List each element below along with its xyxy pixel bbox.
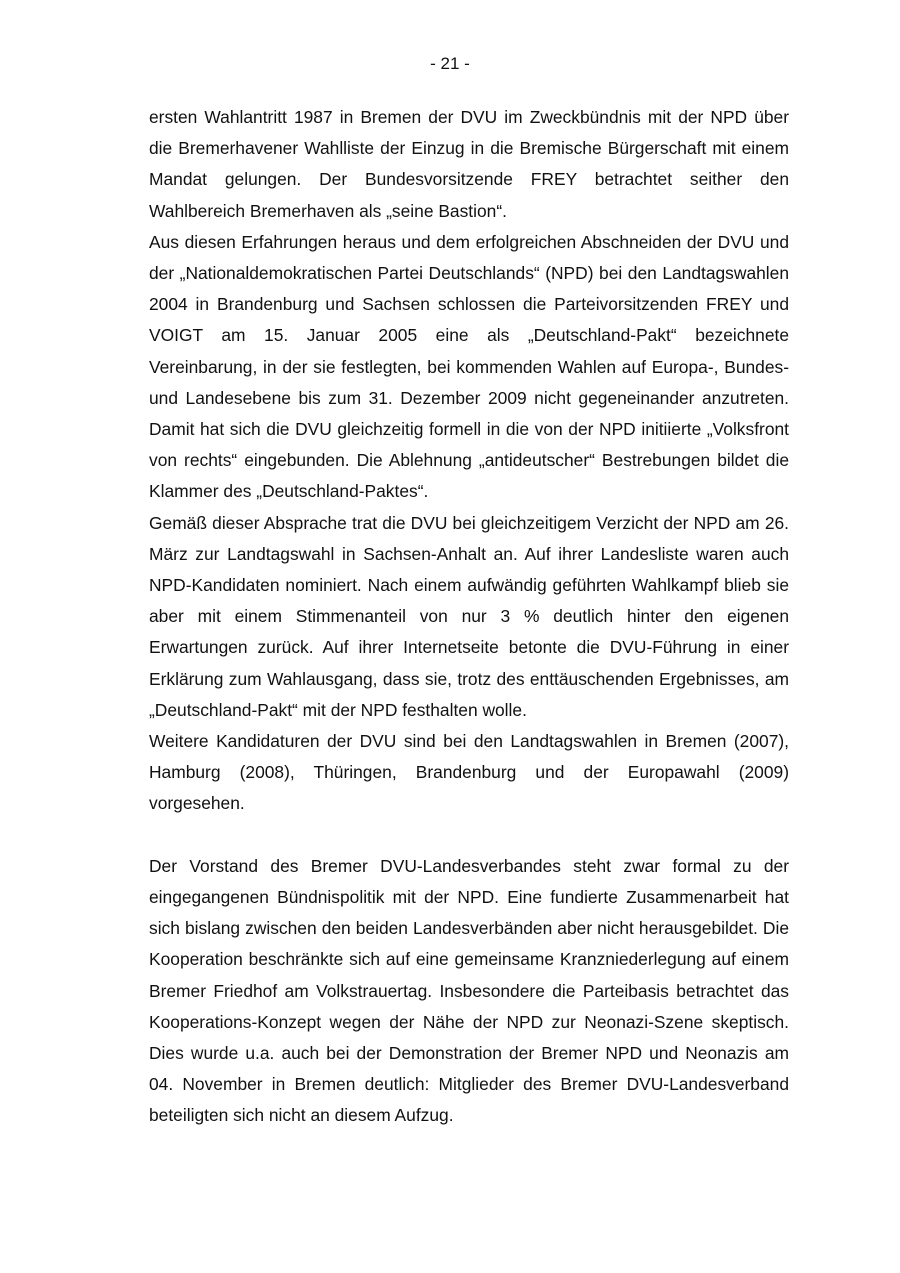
paragraph-bremen-board: Der Vorstand des Bremer DVU-Landesverbandes steht zwar formal zu der eingegangenen Bündnispolitik mit der NPD. Eine fundierte Zusammenarbeit hat sich bislang zwischen den beiden Landesverbänden aber nicht herausgebildet. Die Kooperation beschränkte sich auf eine gemeinsame Kranzniederlegung auf einem Bremer Friedhof am Volkstrauertag. Insbesondere die Parteibasis betrachtet das Kooperations-Konzept wegen der Nähe der NPD zur Neonazi-Szene skeptisch. Dies wurde u.a. auch bei der Demonstration der Bremer NPD und Neonazis am 04. November in Bremen deutlich: Mitglieder des Bremer DVU-Landesverband beteiligten sich nicht an diesem Aufzug. <box>149 855 789 1126</box>
page-number: - 21 - <box>430 54 470 73</box>
document-body <box>149 102 789 1132</box>
paragraph-sachsen-anhalt-election: Gemäß dieser Absprache trat die DVU bei gleichzeitigem Verzicht der NPD am 26. März zur Landtagswahl in Sachsen-Anhalt an. Auf ihrer Landesliste waren auch NPD-Kandidaten nominiert. Nach einem aufwändig geführten Wahlkampf blieb sie aber mit einem Stimmenanteil von nur 3 % deutlich hinter den eigenen Erwartungen zurück. Auf ihrer Internetseite betonte die DVU-Führung in einer Erklärung zum Wahlausgang, dass sie, trotz des enttäuschenden Ergebnisses, am „Deutschland-Pakt“ mit der NPD festhalten wolle. <box>149 512 789 720</box>
paragraph-deutschland-pakt: Aus diesen Erfahrungen heraus und dem erfolgreichen Abschneiden der DVU und der „Nationaldemokratischen Partei Deutschlands“ (NPD) bei den Landtagswahlen 2004 in Brandenburg und Sachsen schlossen die Parteivorsitzenden FREY und VOIGT am 15. Januar 2005 eine als „Deutschland-Pakt“ bezeichnete Vereinbarung, in der sie festlegten, bei kommenden Wahlen auf Europa-, Bundes- und Landesebene bis zum 31. Dezember 2009 nicht gegeneinander anzutreten. Damit hat sich die DVU gleichzeitig formell in die von der NPD initiierte „Volksfront von rechts“ eingebunden. Die Ablehnung „antideutscher“ Bestrebungen bildet die Klammer des „Deutschland-Paktes“. <box>149 231 789 502</box>
paragraph-bremerhaven-mandate: ersten Wahlantritt 1987 in Bremen der DVU im Zweckbündnis mit der NPD über die Bremerhavener Wahlliste der Einzug in die Bremische Bürgerschaft mit einem Mandat gelungen. Der Bundesvorsitzende FREY betrachtet seither den Wahlbereich Bremerhaven als „seine Bastion“. <box>149 107 789 221</box>
paragraph-further-candidacies: Weitere Kandidaturen der DVU sind bei den Landtagswahlen in Bremen (2007), Hamburg (2008), Thüringen, Brandenburg und der Europawahl (2009) vorgesehen. <box>149 731 789 814</box>
paragraph-spacer <box>149 820 789 851</box>
